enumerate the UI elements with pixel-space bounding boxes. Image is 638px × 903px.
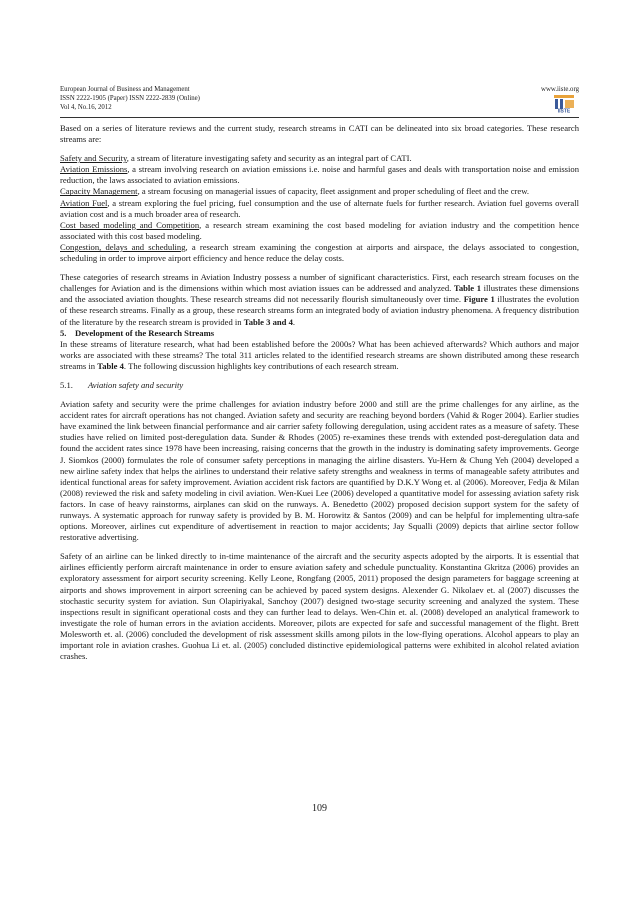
stream-desc: , a research stream examining the cost based modeling for aviation industry and the competition hence associated with this cost based modeling. bbox=[60, 219, 580, 241]
stream-name: Capacity Management bbox=[60, 186, 138, 197]
journal-issn: ISSN 2222-1905 (Paper) ISSN 2222-2839 (Online) bbox=[60, 95, 200, 103]
journal-name: European Journal of Business and Management bbox=[60, 86, 190, 93]
subsection-number: 5.1. bbox=[60, 379, 73, 390]
stream-item bbox=[60, 186, 579, 197]
stream-name: Aviation Fuel bbox=[60, 197, 108, 208]
stream-desc: , a stream focusing on managerial issues of capacity, fleet assignment and proper scheduling of fleet and the crew. bbox=[137, 186, 529, 197]
airline-safety-paragraph: Safety of an airline can be linked directly to in-time maintenance of the aircraft and the security aspects adopted by the airports. It is essential that airlines efficiently perform aircraft maintenance in order to ensure aviation safety and schedule punctuality. Konstantina Gkritza (2006) provides an exploratory assessment for airport security screening. Kelly Leone, Rongfang (2005, 2011) proposed the design parameters for baggage screening at airports and shows improvement in airport screening can be achieved by paced system designs. Alexender G. Nikolaev et. al (2007) discusses the stochastic security system for aviation. Sun Olapiriyakal, Sanchoy (2007) designed two-stage security screening and analyzed the system. These inspections result in significant operational costs and they can further lead to delays. Wen-Chin et. al. (2008) developed an analytical framework to investigate the role of human errors in the aviation accidents. Moreover, pilots are expected for safe and successful management of the flight. Brett Molesworth et. al. (2006) concluded the development of risk assessment skills among pilots in the low-flying operations. Alcohol appears to play an important role in aviation crashes. Guohua Li et. al. (2005) concluded distinctive epidemiological patterns were exhibited in alcohol related aviation crashes. bbox=[60, 551, 579, 662]
stream-desc: , a stream exploring the fuel pricing, fuel consumption and the use of alternate fuels for further research. Aviation fuel governs overall aviation cost and is a much broader area of research. bbox=[60, 197, 579, 219]
header-rule bbox=[60, 117, 579, 118]
stream-item bbox=[60, 242, 579, 264]
article-body bbox=[60, 123, 579, 662]
iiste-logo bbox=[552, 95, 577, 113]
stream-item bbox=[60, 164, 579, 186]
stream-name: Congestion, delays and scheduling bbox=[60, 241, 186, 252]
stream-item bbox=[60, 220, 579, 242]
journal-website: www.iiste.org bbox=[541, 86, 579, 93]
logo-text: IISTE bbox=[557, 108, 571, 113]
stream-name: Cost based modeling and Competition bbox=[60, 219, 200, 230]
safety-paragraph: Aviation safety and security were the prime challenges for aviation industry before 2000 and still are the prime challenges for any airline, as the accident rates for aircraft operations has not changed. Aviation safety and security are reaching beyond borders (Vahid & Roger 2004). Earlier studies have examined the link between financial performance and air carrier safety following deregulation, using accident rates as a measure of safety. These studies have relied on limited post-deregulation data. Sunder & Rhodes (2005) re-examines these trends with extended post-deregulation data and found the accident rates since 1978 have been increasing, raising concerns that the growth in the industry is dominating safety improvements. George J. Siomkos (2000) formulates the role of consumer safety perceptions in managing the airline disasters. Yu-Hern & Chung Yeh (2004) developed a new airline safety index that helps the airlines to understand their relative safety strengths and weakness in terms of manageable safety attributes and identical functional areas for safety improvement. Aviation accident risk factors are quantified by D.K.Y Wong et. al (2006). Moreover, Fedja & Milan (2008) reviewed the risk and safety modeling in civil aviation. Wen-Kuei Lee (2006) developed a quantitative model for assessing aviation safety risk factors. In case of heavy rainstorms, airplanes can skid on the runways. A. Benedetto (2002) proposed decision support system for the safety of runways. A systematic approach for runway safety is provided by B. M. Horowitz & Santos (2009) and can be helpful for implementing ultra-safe options. Moreover, airlines cut expenditure of advertisement in reaction to major accidents; Jay Squalli (2009) depicts that airline sector follow restorative advertising. bbox=[60, 399, 579, 543]
subsection-title: Aviation safety and security bbox=[88, 379, 184, 390]
stream-item bbox=[60, 198, 579, 220]
stream-desc: , a stream of literature investigating safety and security as an integral part of CATI. bbox=[126, 153, 412, 164]
page-number: 109 bbox=[312, 803, 327, 814]
stream-desc: , a stream involving research on aviation emissions i.e. noise and harmful gases and deals with transportation noise and emission reduction, the laws associated to aviation emissions. bbox=[60, 164, 579, 186]
table-1-ref: Table 1 bbox=[453, 283, 481, 294]
table-4-ref: Table 4 bbox=[97, 360, 124, 371]
stream-item bbox=[60, 153, 579, 164]
journal-volume: Vol 4, No.16, 2012 bbox=[60, 104, 112, 112]
stream-name: Aviation Emissions bbox=[60, 164, 128, 175]
page bbox=[60, 0, 579, 903]
stream-desc: , a research stream examining the congestion at airports and airspace, the delays associated to congestion, scheduling in order to improve airport efficiency and hence reduce the delay costs. bbox=[60, 241, 579, 264]
characteristics-paragraph: These categories of research streams in Aviation Industry possess a number of significant characteristics. First, each research stream focuses on the challenges for Aviation and is the dimensions within which most aviation issues can be addressed and analyzed. Table 1 illustrates these dimensions and the associated aviation thoughts. These research streams did not necessarily flourish simultaneously over time. Figure 1 illustrates the evolution of these research streams. Finally as a group, these research streams form an integrated body of aviation industry phenomena. A frequency distribution of the literature by the research stream is provided in Table 3 and 4. bbox=[60, 272, 580, 327]
section-5-paragraph: In these streams of literature research, what had been established before the 2000s? What has been achieved afterwards? Which authors and major works are associated with these streams? The total 311 articles related to the identified research streams are shown distributed among these research streams in Table 4. The following discussion highlights key contributions of each research stream. bbox=[60, 338, 579, 371]
tables-3-4-ref: Table 3 and 4 bbox=[243, 316, 293, 327]
subsection-5-1-heading bbox=[60, 380, 579, 391]
intro-paragraph: Based on a series of literature reviews and the current study, research streams in CATI can be delineated into six broad categories. These research streams are: bbox=[60, 123, 579, 145]
section-5-heading: 5. Development of the Research Streams bbox=[60, 327, 215, 338]
figure-1-ref: Figure 1 bbox=[463, 294, 495, 305]
running-header bbox=[60, 85, 579, 113]
stream-name: Safety and Security bbox=[60, 153, 127, 164]
